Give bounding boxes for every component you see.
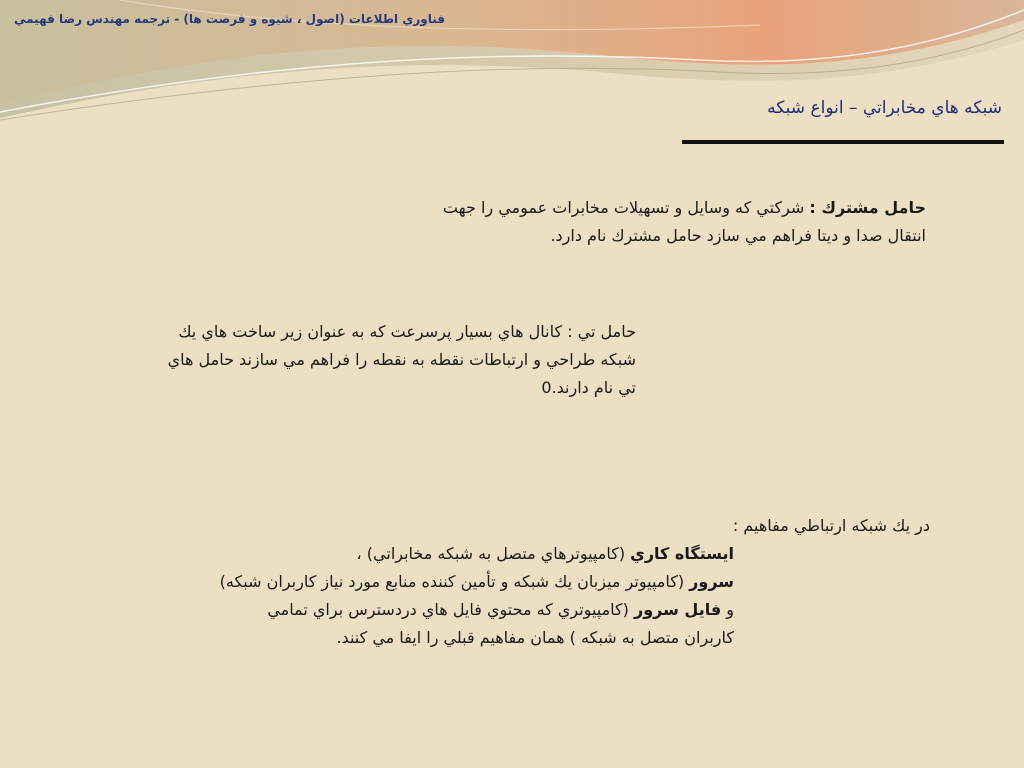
book-title: فناوري اطلاعات (اصول ، شيوه و فرصت ها) - ترجمه مهندس رضا فهيمي [14, 12, 445, 26]
common-carrier-desc-1: شركتي كه وسايل و تسهيلات مخابرات عمومي را جهت [442, 198, 810, 217]
concepts-intro: در يك شبكه ارتباطي مفاهيم : [732, 516, 930, 535]
paragraph-t-carrier [116, 318, 636, 402]
t-carrier-line-1: حامل تي : كانال هاي بسيار پرسرعت كه به عنوان زير ساخت هاي يك [178, 322, 636, 341]
t-carrier-line-3: تي نام دارند.0 [541, 378, 636, 397]
concepts-closing: كاربران متصل به شبكه ) همان مفاهيم قبلي را ايفا مي كنند. [336, 628, 734, 647]
common-carrier-line-1 [406, 194, 926, 222]
workstation-desc: (كامپيوترهاي متصل به شبكه مخابراتي) ، [356, 544, 631, 563]
concept-server [219, 568, 930, 596]
file-server-desc: (كامپيوتري كه محتوي فايل هاي دردسترس براي تمامي [267, 600, 634, 619]
concept-file-server [267, 596, 930, 624]
file-server-term: فايل سرور [634, 600, 722, 619]
paragraph-common-carrier [406, 194, 926, 250]
concept-workstation [356, 540, 930, 568]
file-server-prefix: و [721, 600, 734, 619]
t-carrier-line-2: شبكه طراحي و ارتباطات نقطه به نقطه را فراهم مي سازند حامل هاي [167, 350, 636, 369]
server-desc: (كامپيوتر ميزبان يك شبكه و تأمين كننده منابع مورد نياز كاربران شبكه) [219, 572, 690, 591]
common-carrier-line-2: انتقال صدا و ديتا فراهم مي سازد حامل مشترك نام دارد. [550, 226, 926, 245]
title-underline [682, 140, 1004, 144]
paragraph-network-concepts [219, 512, 930, 652]
slide-title: شبكه هاي مخابراتي – انواع شبكه [767, 98, 1002, 118]
workstation-term: ايستگاه كاري [630, 544, 734, 563]
server-term: سرور [689, 572, 734, 591]
common-carrier-term: حامل مشترك : [809, 198, 926, 217]
